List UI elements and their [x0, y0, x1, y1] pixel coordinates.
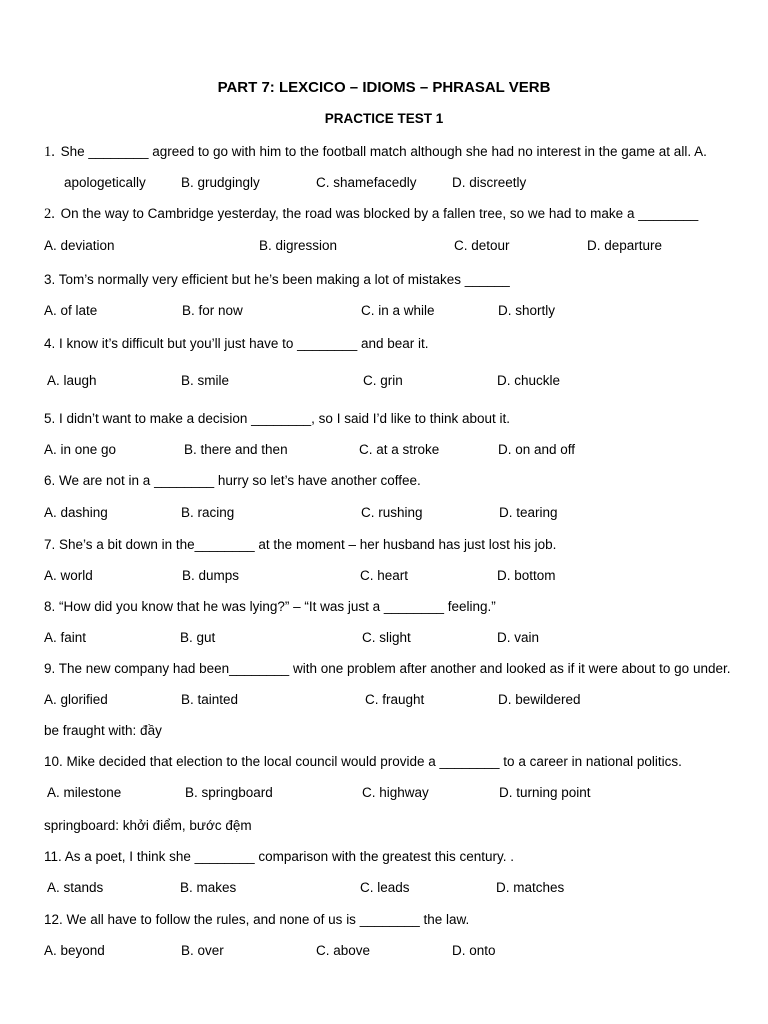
- question-8: 8. “How did you know that he was lying?” – “It was just a ________ feeling.”: [44, 599, 496, 614]
- option-d: D. onto: [452, 943, 496, 958]
- option-d: D. chuckle: [497, 373, 561, 388]
- option-d: D. bottom: [497, 568, 556, 583]
- option-b: B. digression: [259, 238, 338, 253]
- option-b: B. gut: [180, 630, 216, 645]
- option-c: C. fraught: [365, 692, 425, 707]
- question-11: 11. As a poet, I think she ________ comparison with the greatest this century. .: [44, 849, 515, 864]
- option-c: C. above: [316, 943, 371, 958]
- option-a: apologetically: [64, 175, 146, 190]
- question-number: 2.: [44, 206, 55, 222]
- page-title: PART 7: LEXCICO – IDIOMS – PHRASAL VERB: [217, 79, 551, 96]
- option-a: A. world: [44, 568, 93, 583]
- option-c: C. detour: [454, 238, 510, 253]
- option-c: C. shamefacedly: [316, 175, 417, 190]
- option-a: A. faint: [44, 630, 87, 645]
- option-b: B. makes: [180, 880, 237, 895]
- option-d: D. bewildered: [498, 692, 581, 707]
- question-12: 12. We all have to follow the rules, and none of us is ________ the law.: [44, 912, 470, 927]
- option-d: D. matches: [496, 880, 565, 895]
- option-a: A. beyond: [44, 943, 105, 958]
- question-1: [44, 144, 707, 160]
- option-d: D. tearing: [499, 505, 558, 520]
- option-b: B. springboard: [185, 785, 273, 800]
- question-10: 10. Mike decided that election to the local council would provide a ________ to a career in national politics.: [44, 754, 682, 769]
- option-b: B. over: [181, 943, 224, 958]
- option-a: A. milestone: [47, 785, 122, 800]
- option-d: D. vain: [497, 630, 540, 645]
- option-b: B. tainted: [181, 692, 239, 707]
- option-b: B. for now: [182, 303, 243, 318]
- question-number: 1.: [44, 144, 55, 160]
- option-a: A. laugh: [47, 373, 97, 388]
- question-7: 7. She’s a bit down in the________ at the moment – her husband has just lost his job.: [44, 537, 557, 552]
- option-a: A. in one go: [44, 442, 117, 457]
- option-c: C. at a stroke: [359, 442, 440, 457]
- option-d: D. turning point: [499, 785, 591, 800]
- option-c: C. grin: [363, 373, 403, 388]
- option-c: C. rushing: [361, 505, 423, 520]
- option-c: C. slight: [362, 630, 411, 645]
- option-b: B. smile: [181, 373, 230, 388]
- question-4: 4. I know it’s difficult but you’ll just have to ________ and bear it.: [44, 336, 429, 351]
- vocab-note: springboard: khởi điểm, bước đệm: [44, 818, 252, 833]
- question-text: She ________ agreed to go with him to the football match although she had no interest in the game at all. A.: [60, 144, 707, 159]
- option-d: D. shortly: [498, 303, 556, 318]
- option-c: C. in a while: [361, 303, 435, 318]
- option-a: A. stands: [47, 880, 104, 895]
- option-d: D. on and off: [498, 442, 576, 457]
- option-b: B. dumps: [182, 568, 240, 583]
- option-a: A. of late: [44, 303, 98, 318]
- question-5: 5. I didn’t want to make a decision ________, so I said I’d like to think about it.: [44, 411, 511, 426]
- option-c: C. leads: [360, 880, 410, 895]
- page-subtitle: PRACTICE TEST 1: [324, 111, 444, 126]
- question-9: 9. The new company had been________ with one problem after another and looked as if it were about to go under.: [44, 661, 731, 676]
- option-b: B. grudgingly: [181, 175, 260, 190]
- option-c: C. highway: [362, 785, 429, 800]
- question-6: 6. We are not in a ________ hurry so let’s have another coffee.: [44, 473, 421, 488]
- question-2: [44, 206, 698, 222]
- option-b: B. racing: [181, 505, 235, 520]
- vocab-note: be fraught with: đầy: [44, 723, 162, 738]
- option-d: D. discreetly: [452, 175, 527, 190]
- question-text: On the way to Cambridge yesterday, the road was blocked by a fallen tree, so we had to make a ________: [60, 206, 699, 221]
- option-c: C. heart: [360, 568, 409, 583]
- option-a: A. dashing: [44, 505, 108, 520]
- option-a: A. glorified: [44, 692, 108, 707]
- question-3: 3. Tom’s normally very efficient but he’s been making a lot of mistakes ______: [44, 272, 510, 287]
- option-a: A. deviation: [44, 238, 115, 253]
- option-b: B. there and then: [184, 442, 288, 457]
- option-d: D. departure: [587, 238, 663, 253]
